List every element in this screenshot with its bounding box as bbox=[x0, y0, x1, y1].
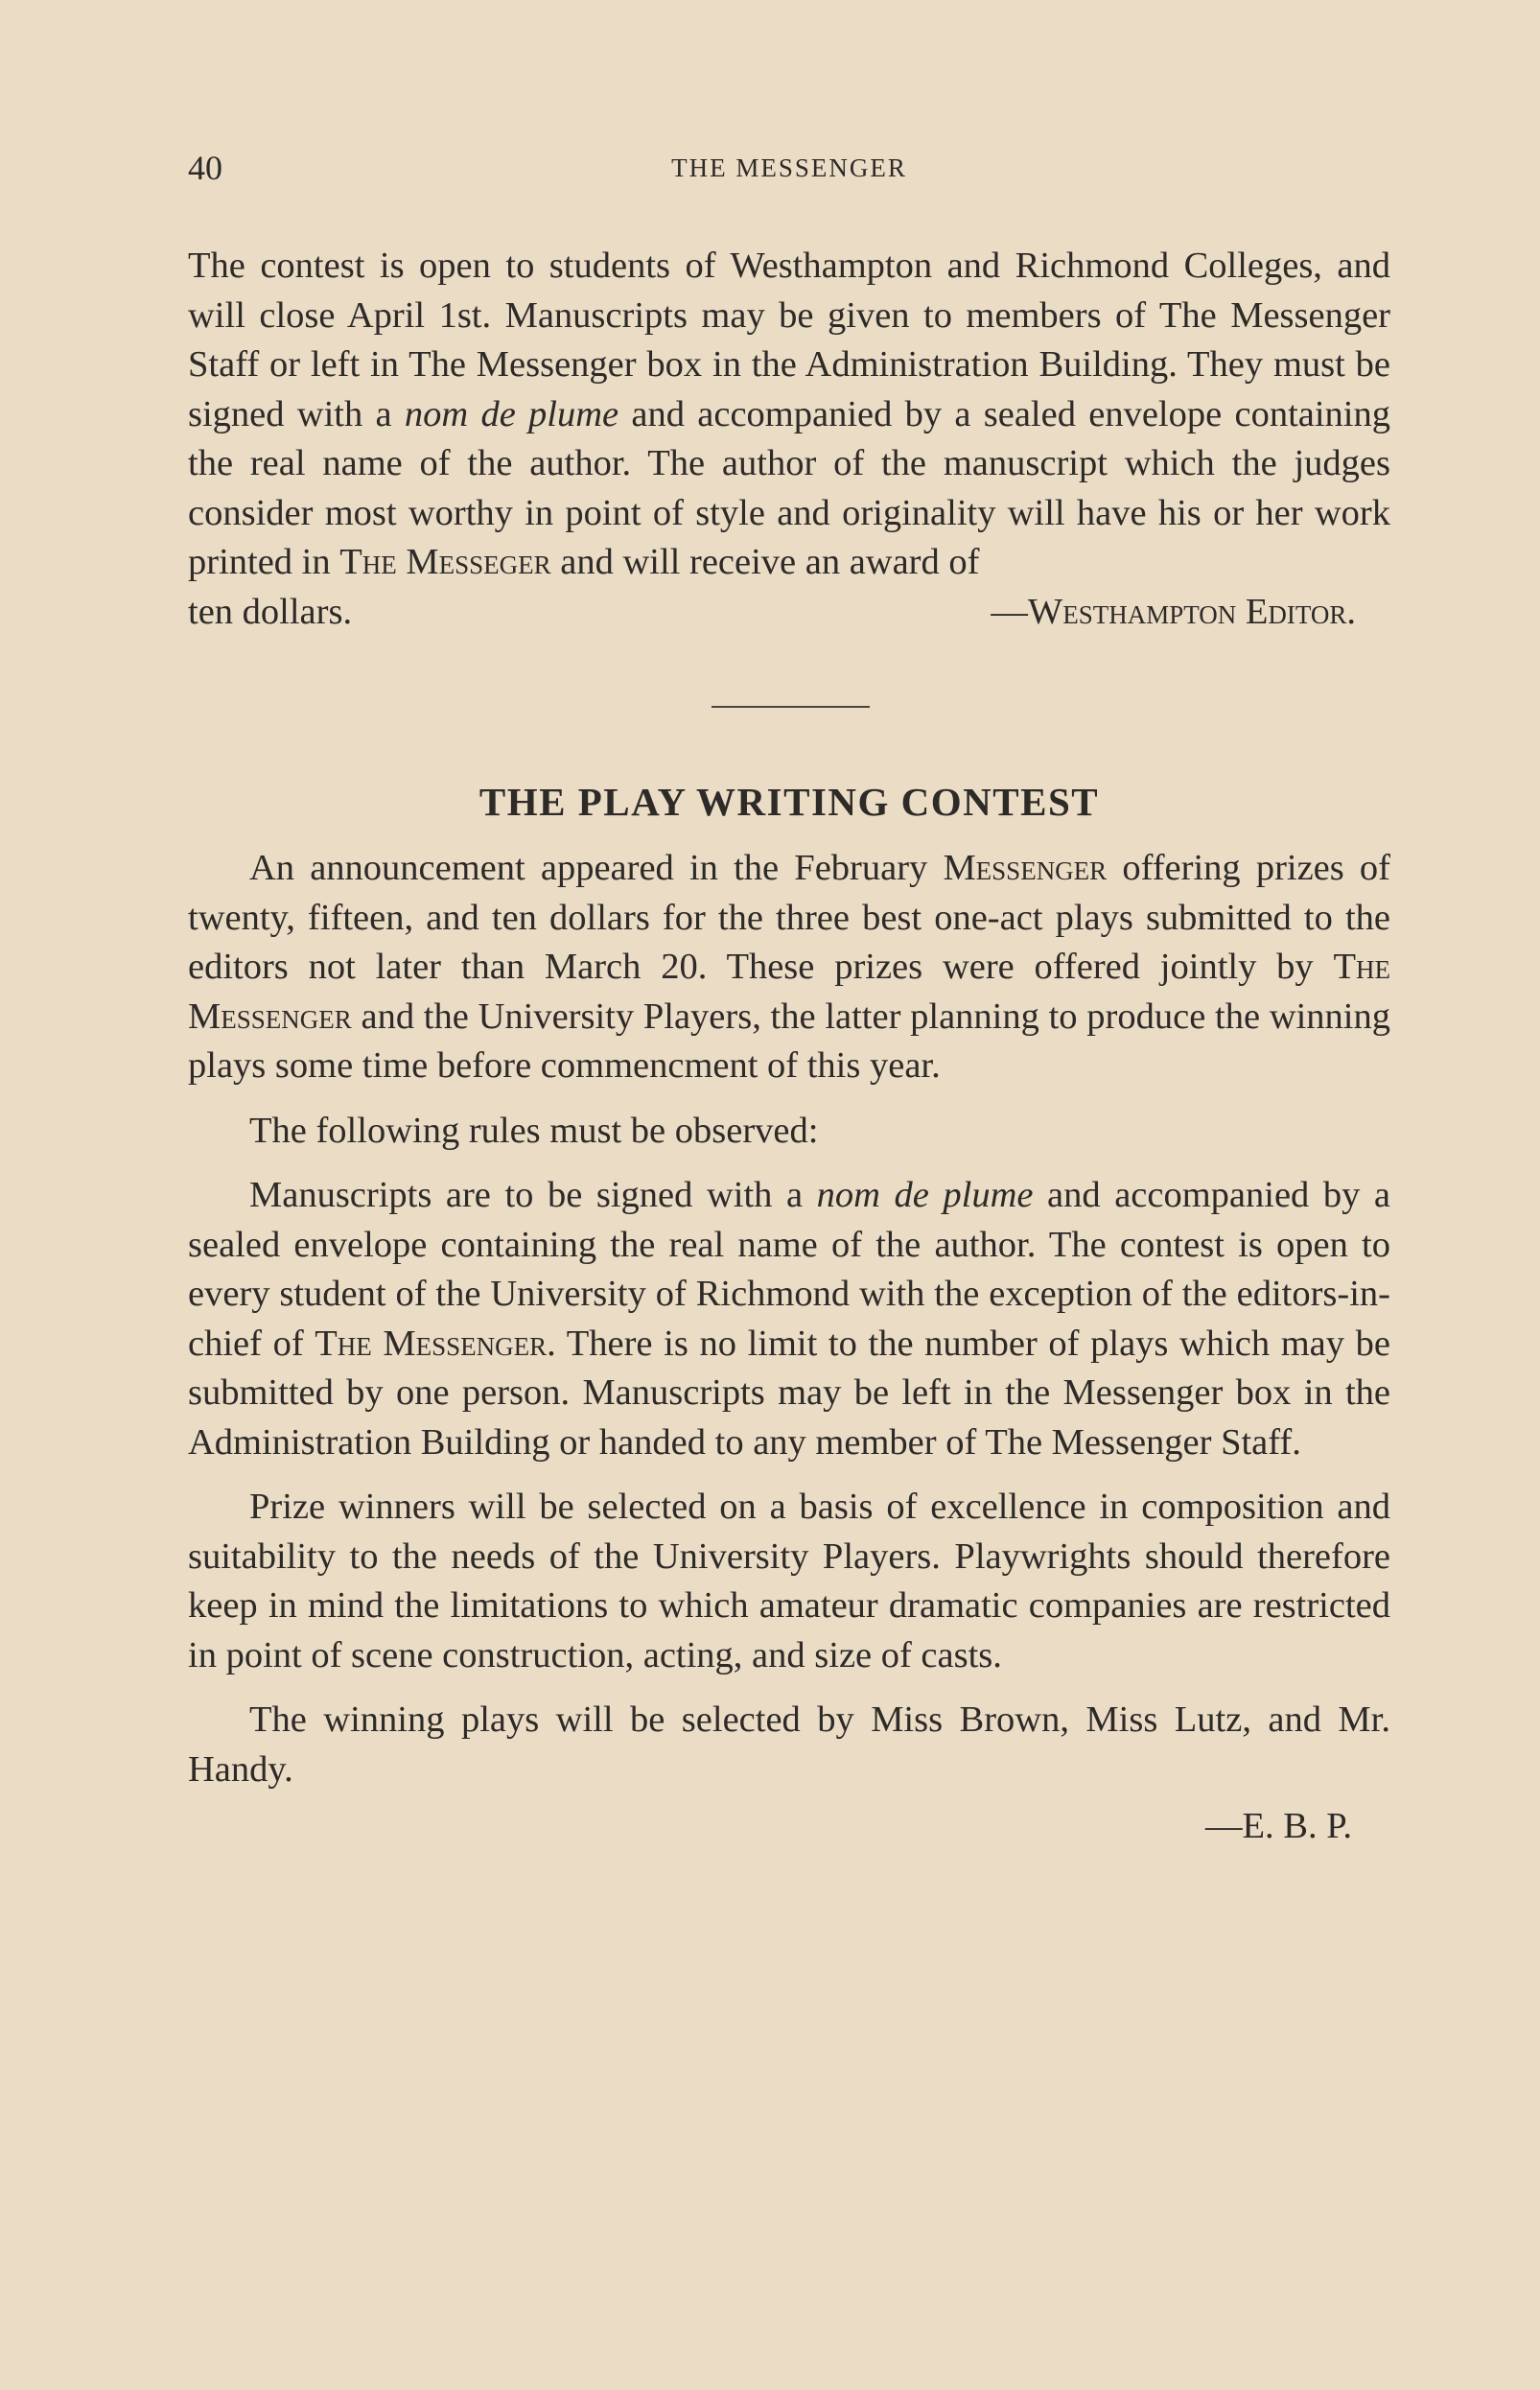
section-paragraph-3 bbox=[188, 1171, 1390, 1467]
p1-publication-name-2: The Messenger bbox=[188, 947, 1390, 1037]
p3-italic-nom-de-plume: nom de plume bbox=[816, 1175, 1034, 1215]
page-number: 40 bbox=[188, 149, 222, 187]
intro-text-1: The contest is open to students of Westhampton and Richmond Colleges, and will close April 1st. Manuscripts may be given to members of The Messenger Staff or left in The Messenger box in the Administration Building. They must be signed with a bbox=[188, 246, 1390, 434]
intro-last-line: ten dollars. bbox=[188, 591, 353, 632]
p3-text-b: and accompanied by a sealed envelope containing the real name of the author. The contest is open to every student of the University of Richmond with the exception of the editors-in-chief of bbox=[188, 1175, 1390, 1364]
section-signoff: —E. B. P. bbox=[1205, 1806, 1352, 1846]
intro-italic-nom-de-plume: nom de plume bbox=[404, 393, 619, 434]
section-paragraph-2: The following rules must be observed: bbox=[249, 1110, 819, 1151]
page-header bbox=[188, 144, 1390, 192]
p1-text-c: and the University Players, the latter planning to produce the winning plays some time before commencment of this year. bbox=[188, 996, 1390, 1086]
p3-text-a: Manuscripts are to be signed with a bbox=[249, 1175, 817, 1215]
p1-text-b: offering prizes of twenty, fifteen, and ten dollars for the three best one-act plays submitted to the editors not later than March 20. These prizes were offered jointly by bbox=[188, 848, 1390, 987]
section-paragraph-1 bbox=[188, 844, 1390, 1091]
intro-text-2: and accompanied by a sealed envelope containing the real name of the author. The author of the manuscript which the judges consider most worthy in point of style and originality will have his or her work printed in bbox=[188, 393, 1390, 582]
section-divider bbox=[712, 706, 870, 708]
intro-signature-row bbox=[188, 588, 1390, 638]
p1-text-a: An announcement appeared in the February bbox=[249, 848, 944, 888]
p1-publication-name-1: Messenger bbox=[943, 848, 1108, 888]
section-paragraph-4: Prize winners will be selected on a basis of excellence in composition and suitability to the needs of the University Players. Playwrights should therefore keep in mind the limitations to which amateur dramatic companies are restricted in point of scene construction, acting, and size of casts. bbox=[188, 1487, 1390, 1675]
intro-signature: —Westhampton Editor. bbox=[991, 591, 1356, 632]
running-head: THE MESSENGER bbox=[671, 153, 907, 182]
intro-paragraph bbox=[188, 242, 1390, 588]
section-paragraph-5: The winning plays will be selected by Miss Brown, Miss Lutz, and Mr. Handy. bbox=[188, 1699, 1390, 1790]
section-title: THE PLAY WRITING CONTEST bbox=[478, 780, 1100, 824]
intro-publication-name: The Messeger bbox=[339, 542, 551, 582]
section-body bbox=[188, 844, 1390, 1852]
intro-text-3: and will receive an award of bbox=[550, 542, 980, 582]
p3-text-c: . There is no limit to the number of plays which may be submitted by one person. Manuscripts may be left in the Messenger box in the Administration Building or handed to any member of The Messenger Staff. bbox=[188, 1323, 1390, 1463]
p3-publication-name: The Messenger bbox=[315, 1323, 548, 1364]
intro-block bbox=[188, 242, 1390, 637]
